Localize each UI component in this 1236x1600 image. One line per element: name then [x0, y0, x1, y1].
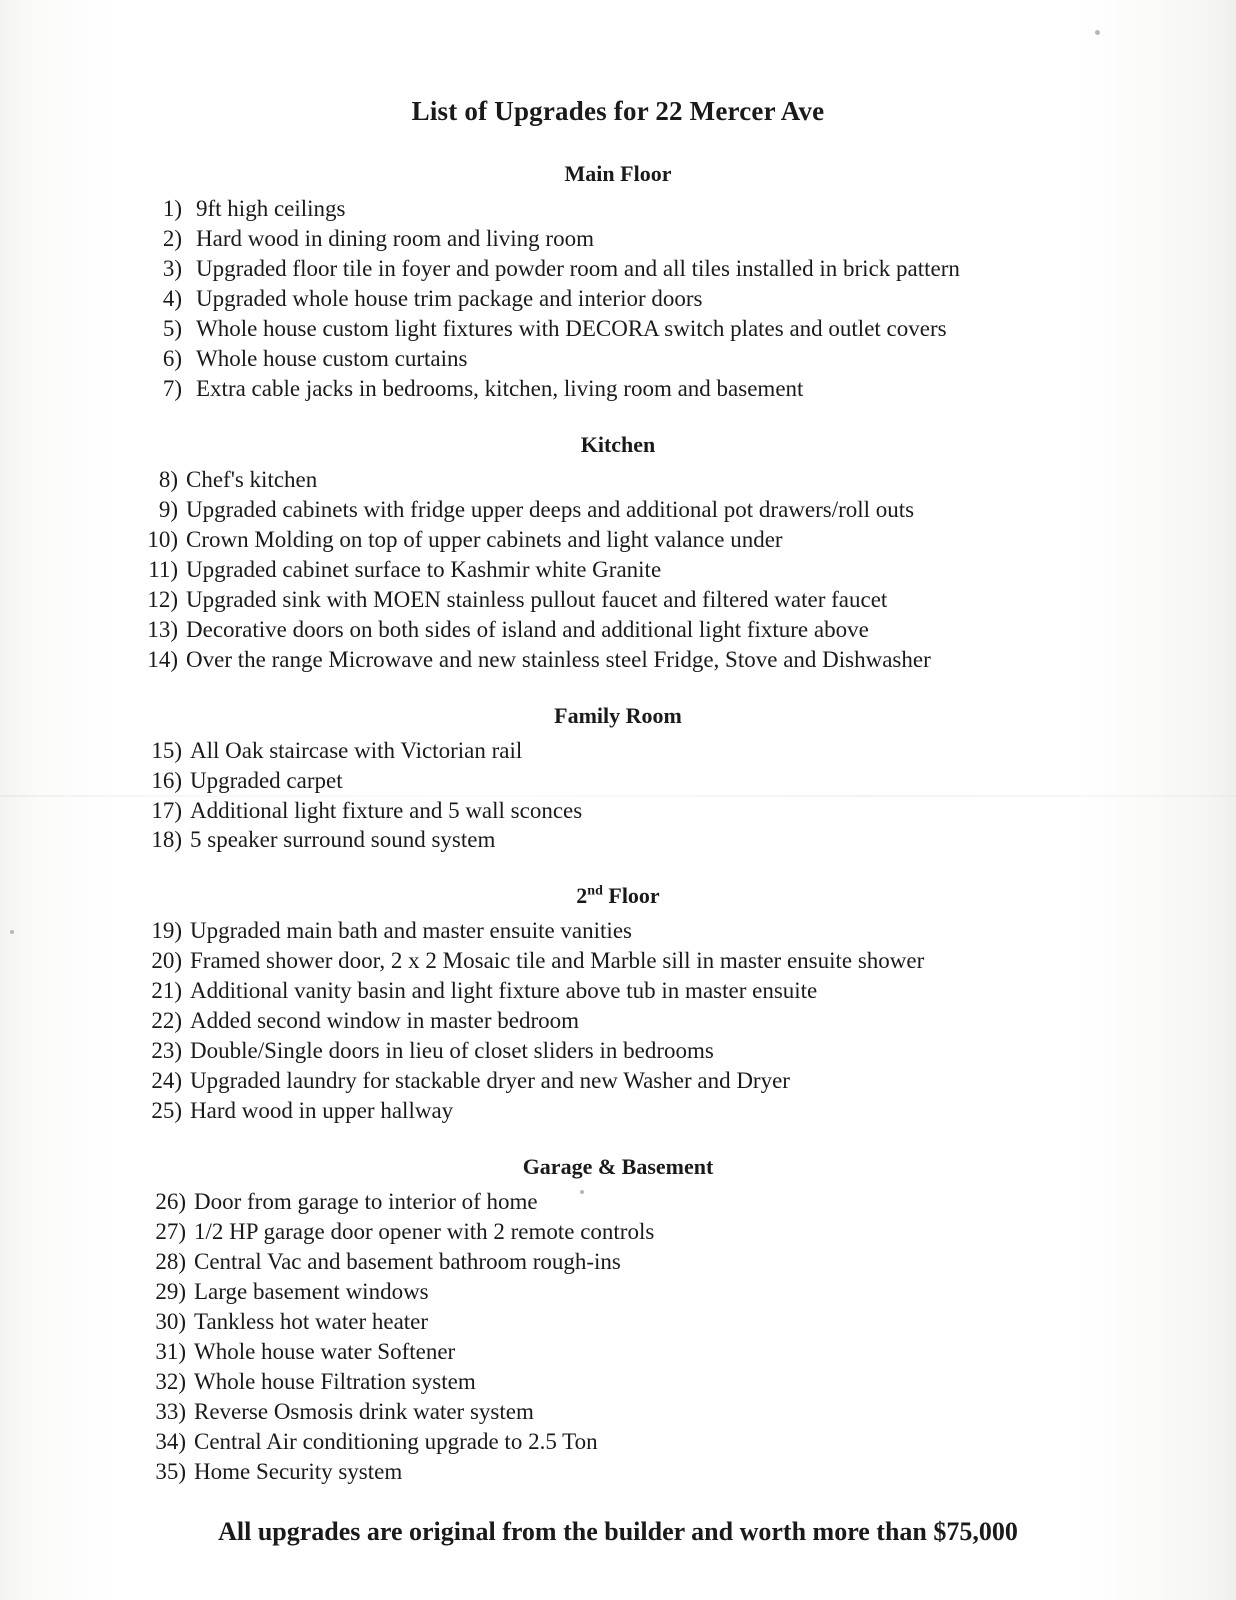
upgrade-list	[130, 1188, 1126, 1487]
list-item-text: Crown Molding on top of upper cabinets and light valance under	[186, 526, 783, 552]
list-item	[122, 586, 1126, 615]
list-item-text: Upgraded whole house trim package and interior doors	[196, 285, 703, 311]
list-item-number: 23)	[151, 1038, 182, 1064]
list-item-text: Whole house custom curtains	[196, 345, 468, 371]
list-item	[122, 556, 1126, 585]
section-heading-superscript: nd	[587, 884, 603, 900]
list-item	[126, 737, 1126, 766]
list-item-text: Hard wood in upper hallway	[190, 1098, 454, 1124]
list-item-number: 31)	[155, 1339, 186, 1365]
list-item-number: 6)	[162, 345, 182, 371]
list-item-number: 33)	[155, 1399, 186, 1424]
upgrade-list	[126, 737, 1126, 856]
list-item-number: 29)	[155, 1279, 186, 1305]
list-item-text: 1/2 HP garage door opener with 2 remote controls	[194, 1219, 655, 1245]
footer-note: All upgrades are original from the builder and worth more than $75,000	[218, 1516, 1018, 1546]
list-item-text: Upgraded carpet	[190, 767, 343, 793]
section-heading-base: 2	[576, 883, 588, 909]
list-item	[130, 1218, 1126, 1247]
section-kitchen	[110, 432, 1126, 675]
list-item-text: Central Air conditioning upgrade to 2.5 Ton	[194, 1428, 598, 1454]
list-item	[130, 1278, 1126, 1307]
list-item-number: 1)	[162, 196, 182, 221]
list-item	[130, 315, 1126, 344]
list-item-number: 30)	[155, 1309, 186, 1335]
list-item-text: Whole house water Softener	[194, 1339, 456, 1365]
list-item-text: Added second window in master bedroom	[190, 1008, 580, 1034]
list-item	[130, 1338, 1126, 1367]
list-item-number: 19)	[151, 918, 182, 944]
list-item-text: Home Security system	[194, 1458, 403, 1484]
list-item	[130, 225, 1126, 254]
list-item-number: 20)	[151, 948, 182, 974]
list-item-text: Reverse Osmosis drink water system	[194, 1399, 534, 1424]
list-item	[122, 646, 1126, 675]
list-item-text: Double/Single doors in lieu of closet sliders in bedrooms	[190, 1038, 714, 1064]
list-item-number: 18)	[151, 827, 182, 853]
list-item-number: 28)	[155, 1249, 186, 1275]
list-item-number: 5)	[162, 315, 182, 341]
list-item	[122, 466, 1126, 495]
section-garage-basement	[110, 1154, 1126, 1487]
section-heading: Kitchen	[580, 431, 656, 457]
list-item-number: 12)	[147, 586, 178, 612]
list-item	[130, 345, 1126, 374]
list-item-text: Additional vanity basin and light fixture above tub in master ensuite	[190, 978, 818, 1004]
list-item-text: Chef's kitchen	[186, 466, 318, 492]
section-second-floor	[110, 883, 1126, 1126]
upgrade-list	[122, 466, 1126, 675]
list-item-number: 14)	[147, 646, 178, 672]
list-item-text: 9ft high ceilings	[196, 196, 346, 221]
list-item	[126, 1037, 1126, 1066]
list-item-number: 27)	[155, 1219, 186, 1245]
list-item-number: 11)	[148, 556, 178, 582]
section-heading: Garage & Basement	[522, 1154, 714, 1180]
list-item-number: 8)	[158, 466, 178, 492]
list-item-text: All Oak staircase with Victorian rail	[190, 737, 523, 763]
list-item	[126, 977, 1126, 1006]
list-item	[126, 797, 1126, 826]
list-item-text: Over the range Microwave and new stainless steel Fridge, Stove and Dishwasher	[186, 646, 931, 672]
list-item	[130, 1368, 1126, 1397]
section-heading: Main Floor	[564, 161, 672, 186]
section-main-floor	[110, 161, 1126, 404]
list-item-text: Upgraded cabinet surface to Kashmir white Granite	[186, 556, 662, 582]
list-item	[130, 1398, 1126, 1427]
list-item-number: 3)	[162, 255, 182, 281]
list-item-number: 32)	[155, 1369, 186, 1395]
list-item-number: 10)	[147, 526, 178, 552]
list-item-number: 15)	[151, 737, 182, 763]
list-item-text: Decorative doors on both sides of island and additional light fixture above	[186, 616, 869, 642]
list-item-text: Central Vac and basement bathroom rough-ins	[194, 1249, 621, 1275]
list-item	[130, 1428, 1126, 1457]
list-item	[130, 1458, 1126, 1487]
list-item-text: Extra cable jacks in bedrooms, kitchen, living room and basement	[196, 375, 804, 401]
list-item-number: 21)	[151, 978, 182, 1004]
list-item	[130, 195, 1126, 224]
list-item	[126, 826, 1126, 855]
list-item-text: Additional light fixture and 5 wall sconces	[190, 797, 583, 823]
list-item-text: 5 speaker surround sound system	[190, 827, 496, 853]
list-item-number: 4)	[162, 285, 182, 311]
list-item	[130, 255, 1126, 284]
list-item	[130, 1188, 1126, 1217]
list-item	[126, 947, 1126, 976]
list-item	[126, 1007, 1126, 1036]
list-item	[130, 375, 1126, 404]
list-item-text: Upgraded cabinets with fridge upper deeps and additional pot drawers/roll outs	[186, 496, 915, 522]
list-item-text: Upgraded laundry for stackable dryer and new Washer and Dryer	[190, 1068, 790, 1094]
section-heading	[110, 883, 1126, 909]
upgrade-list	[126, 917, 1126, 1126]
list-item-text: Upgraded main bath and master ensuite vanities	[190, 918, 632, 944]
list-item-text: Door from garage to interior of home	[194, 1189, 538, 1215]
section-heading: Family Room	[554, 702, 682, 728]
section-family-room	[110, 703, 1126, 856]
section-heading-rest: Floor	[602, 883, 660, 909]
list-item-text: Upgraded sink with MOEN stainless pullout faucet and filtered water faucet	[186, 586, 888, 612]
list-item	[130, 1308, 1126, 1337]
list-item	[126, 917, 1126, 946]
list-item	[126, 767, 1126, 796]
list-item	[122, 616, 1126, 645]
list-item	[130, 285, 1126, 314]
list-item-text: Tankless hot water heater	[194, 1309, 429, 1335]
list-item-number: 22)	[151, 1008, 182, 1034]
list-item-number: 9)	[158, 496, 178, 522]
list-item-number: 24)	[151, 1068, 182, 1094]
list-item	[126, 1097, 1126, 1126]
list-item	[130, 1248, 1126, 1277]
list-item-number: 25)	[151, 1098, 182, 1124]
list-item-number: 26)	[155, 1189, 186, 1215]
list-item-number: 2)	[162, 225, 182, 251]
list-item-text: Whole house Filtration system	[194, 1369, 476, 1395]
list-item	[122, 526, 1126, 555]
list-item-text: Framed shower door, 2 x 2 Mosaic tile and Marble sill in master ensuite shower	[190, 948, 925, 974]
page-title: List of Upgrades for 22 Mercer Ave	[411, 96, 825, 126]
list-item	[126, 1067, 1126, 1096]
list-item-number: 17)	[151, 797, 182, 823]
list-item	[122, 496, 1126, 525]
list-item-number: 7)	[162, 375, 182, 401]
upgrade-list	[130, 195, 1126, 404]
list-item-text: Hard wood in dining room and living room	[196, 225, 594, 251]
list-item-number: 35)	[155, 1458, 186, 1484]
list-item-number: 34)	[155, 1428, 186, 1454]
list-item-text: Upgraded floor tile in foyer and powder room and all tiles installed in brick pattern	[196, 255, 960, 281]
list-item-number: 16)	[151, 767, 182, 793]
list-item-text: Whole house custom light fixtures with DECORA switch plates and outlet covers	[196, 315, 947, 341]
list-item-text: Large basement windows	[194, 1279, 429, 1305]
list-item-number: 13)	[147, 616, 178, 642]
